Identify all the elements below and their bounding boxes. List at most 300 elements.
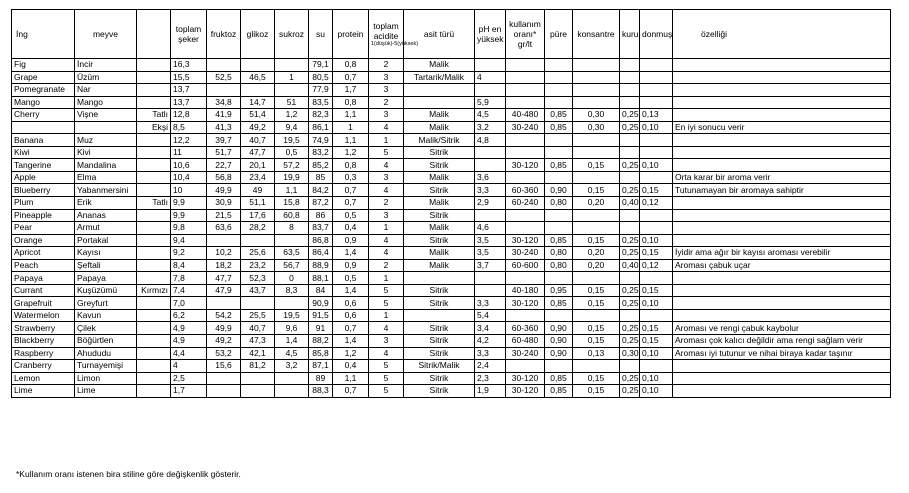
cell-pure: 0,85 [545,121,573,134]
cell-asit: Sitrik [404,297,475,310]
cell-konsantre [573,71,620,84]
cell-toplam: 9,4 [171,234,207,247]
cell-ph [475,209,506,222]
cell-pure: 0,80 [545,259,573,272]
cell-kuru: 0,25 [620,335,640,348]
cell-acidite: 3 [369,71,404,84]
cell-konsantre: 0,15 [573,385,620,398]
cell-ing: Pomegranate [12,84,75,97]
cell-protein: 1,4 [333,335,369,348]
cell-ing: Pineapple [12,209,75,222]
cell-su: 88,9 [309,259,333,272]
cell-glikoz: 51,1 [241,197,275,210]
cell-sukroz: 56,7 [275,259,309,272]
cell-konsantre: 0,15 [573,335,620,348]
cell-toplam: 4 [171,360,207,373]
cell-donmus [640,71,673,84]
cell-meyve: Erik [75,197,137,210]
cell-acidite: 5 [369,385,404,398]
cell-glikoz [241,59,275,72]
cell-su: 90,9 [309,297,333,310]
cell-protein: 0,7 [333,184,369,197]
cell-donmus [640,59,673,72]
cell-su: 88,1 [309,272,333,285]
table-row [12,184,891,197]
header-protein: protein [333,10,369,59]
cell-konsantre [573,272,620,285]
cell-meyve: Vişne [75,109,137,122]
cell-ph: 4,2 [475,335,506,348]
cell-pure: 0,80 [545,197,573,210]
cell-meyve: Nar [75,84,137,97]
header-su: su [309,10,333,59]
cell-toplam: 6,2 [171,309,207,322]
cell-asit: Malik/Sitrik [404,134,475,147]
cell-glikoz: 40,7 [241,134,275,147]
cell-variety [137,322,171,335]
cell-sukroz: 8,3 [275,284,309,297]
cell-donmus [640,360,673,373]
header-kuru: kuru [620,10,640,59]
cell-meyve: Elma [75,171,137,184]
cell-acidite: 5 [369,297,404,310]
cell-sukroz: 19,9 [275,171,309,184]
cell-ozellik: En iyi sonucu verir [673,121,891,134]
cell-kullanim: 40-180 [506,284,545,297]
cell-fruktoz: 49,9 [207,184,241,197]
cell-kullanim [506,134,545,147]
cell-konsantre: 0,15 [573,284,620,297]
cell-toplam: 2,5 [171,372,207,385]
cell-kullanim [506,96,545,109]
cell-kuru [620,96,640,109]
cell-pure [545,146,573,159]
cell-kullanim: 60-360 [506,184,545,197]
cell-sukroz: 9,6 [275,322,309,335]
cell-konsantre: 0,13 [573,347,620,360]
cell-variety: Tatlı [137,197,171,210]
cell-glikoz: 49 [241,184,275,197]
cell-glikoz: 28,2 [241,222,275,235]
cell-ph: 3,4 [475,322,506,335]
cell-su: 83,5 [309,96,333,109]
cell-pure [545,222,573,235]
cell-kuru: 0,40 [620,259,640,272]
cell-ing: Mango [12,96,75,109]
cell-sukroz: 19,5 [275,134,309,147]
header-variety [137,10,171,59]
cell-asit [404,96,475,109]
cell-ozellik [673,234,891,247]
cell-konsantre: 0,30 [573,109,620,122]
cell-toplam: 13,7 [171,96,207,109]
cell-ph [475,146,506,159]
cell-ozellik: Aroması iyi tutunur ve nihai biraya kadar taşınır [673,347,891,360]
cell-konsantre: 0,15 [573,159,620,172]
cell-ph: 3,5 [475,247,506,260]
header-toplam-acidite-scale: 1(düşük)-5(yüksek) [371,40,419,47]
cell-asit: Sitrik [404,284,475,297]
cell-protein: 0,3 [333,171,369,184]
cell-toplam: 11 [171,146,207,159]
cell-asit [404,309,475,322]
cell-ing: Cherry [12,109,75,122]
cell-pure: 0,95 [545,284,573,297]
cell-protein: 0,8 [333,159,369,172]
table-row [12,209,891,222]
cell-pure: 0,85 [545,234,573,247]
cell-sukroz [275,385,309,398]
cell-fruktoz: 54,2 [207,309,241,322]
table-row [12,159,891,172]
cell-protein: 1,2 [333,347,369,360]
cell-fruktoz [207,234,241,247]
cell-sukroz: 51 [275,96,309,109]
cell-asit [404,84,475,97]
cell-asit: Sitrik [404,335,475,348]
cell-asit: Sitrik [404,347,475,360]
cell-ph: 4,8 [475,134,506,147]
cell-acidite: 3 [369,84,404,97]
cell-asit: Sitrik [404,385,475,398]
cell-toplam: 12,2 [171,134,207,147]
header-glikoz: glikoz [241,10,275,59]
cell-glikoz [241,84,275,97]
cell-ozellik [673,96,891,109]
cell-fruktoz [207,84,241,97]
cell-ph [475,84,506,97]
cell-acidite: 4 [369,184,404,197]
cell-ing [12,121,75,134]
cell-ph: 4 [475,71,506,84]
header-sukroz: sukroz [275,10,309,59]
cell-variety [137,372,171,385]
cell-kuru: 0,25 [620,109,640,122]
cell-fruktoz: 41,3 [207,121,241,134]
cell-sukroz: 1,4 [275,335,309,348]
cell-meyve: Mango [75,96,137,109]
cell-konsantre: 0,15 [573,234,620,247]
cell-kuru: 0,25 [620,322,640,335]
cell-ph: 5,9 [475,96,506,109]
cell-su: 88,3 [309,385,333,398]
cell-kullanim: 60-480 [506,335,545,348]
cell-ing: Orange [12,234,75,247]
cell-ing: Kiwi [12,146,75,159]
cell-kullanim: 40-480 [506,109,545,122]
cell-ph: 3,5 [475,234,506,247]
cell-su: 77,9 [309,84,333,97]
cell-donmus: 0,13 [640,109,673,122]
table-row [12,59,891,72]
cell-ph: 2,4 [475,360,506,373]
cell-fruktoz: 10,2 [207,247,241,260]
cell-variety [137,209,171,222]
cell-protein: 0,5 [333,272,369,285]
cell-kuru [620,360,640,373]
cell-pure: 0,90 [545,335,573,348]
cell-glikoz: 43,7 [241,284,275,297]
cell-protein: 0,5 [333,209,369,222]
cell-fruktoz [207,385,241,398]
cell-variety [137,385,171,398]
cell-acidite: 4 [369,247,404,260]
cell-ozellik [673,109,891,122]
cell-acidite: 1 [369,309,404,322]
cell-kuru: 0,25 [620,247,640,260]
header-toplam-acidite [369,10,419,59]
cell-acidite: 4 [369,234,404,247]
cell-donmus: 0,10 [640,234,673,247]
cell-donmus: 0,15 [640,335,673,348]
cell-variety [137,259,171,272]
cell-kullanim: 30-120 [506,159,545,172]
cell-fruktoz: 53,2 [207,347,241,360]
cell-ing: Papaya [12,272,75,285]
cell-toplam: 9,9 [171,197,207,210]
cell-glikoz: 17,6 [241,209,275,222]
cell-glikoz: 49,2 [241,121,275,134]
cell-meyve: Kavun [75,309,137,322]
cell-kuru [620,222,640,235]
cell-variety [137,184,171,197]
cell-asit: Sitrik/Malik [404,360,475,373]
cell-glikoz: 20,1 [241,159,275,172]
table-row [12,109,891,122]
cell-pure [545,84,573,97]
cell-protein: 1,1 [333,372,369,385]
cell-kullanim: 60-600 [506,259,545,272]
cell-sukroz: 0 [275,272,309,285]
cell-variety [137,134,171,147]
cell-konsantre [573,209,620,222]
cell-ph [475,159,506,172]
cell-glikoz [241,234,275,247]
cell-su: 86 [309,209,333,222]
cell-glikoz [241,372,275,385]
cell-pure [545,96,573,109]
cell-donmus [640,171,673,184]
cell-variety: Ekşi [137,121,171,134]
cell-ozellik [673,309,891,322]
cell-ing: Banana [12,134,75,147]
cell-protein: 1,4 [333,284,369,297]
cell-ph: 5,4 [475,309,506,322]
cell-glikoz: 25,6 [241,247,275,260]
cell-glikoz [241,385,275,398]
cell-kuru: 0,25 [620,297,640,310]
cell-su: 74,9 [309,134,333,147]
table-row [12,297,891,310]
cell-fruktoz: 18,2 [207,259,241,272]
cell-protein: 0,8 [333,96,369,109]
cell-konsantre: 0,15 [573,372,620,385]
cell-ph: 3,3 [475,297,506,310]
cell-konsantre [573,222,620,235]
cell-toplam: 9,8 [171,222,207,235]
cell-su: 83,7 [309,222,333,235]
cell-sukroz: 19,5 [275,309,309,322]
cell-kullanim [506,59,545,72]
cell-asit: Tartarik/Malik [404,71,475,84]
cell-meyve: İncir [75,59,137,72]
cell-protein: 0,7 [333,71,369,84]
cell-kullanim: 60-360 [506,322,545,335]
cell-acidite: 1 [369,272,404,285]
cell-ph: 3,7 [475,259,506,272]
cell-ozellik [673,209,891,222]
cell-variety [137,272,171,285]
cell-variety [137,297,171,310]
cell-acidite: 1 [369,222,404,235]
cell-donmus [640,272,673,285]
cell-su: 84,2 [309,184,333,197]
cell-fruktoz: 52,5 [207,71,241,84]
table-row [12,134,891,147]
header-kullanim: kullanım oranı* gr/lt [506,10,545,59]
header-konsantre: konsantre [573,10,620,59]
cell-konsantre [573,360,620,373]
cell-su: 85,8 [309,347,333,360]
cell-asit: Sitrik [404,322,475,335]
cell-ing: Lemon [12,372,75,385]
cell-kuru [620,171,640,184]
cell-acidite: 3 [369,109,404,122]
cell-glikoz: 14,7 [241,96,275,109]
cell-fruktoz: 22,7 [207,159,241,172]
cell-fruktoz [207,372,241,385]
cell-protein: 0,8 [333,59,369,72]
cell-asit: Sitrik [404,209,475,222]
cell-kullanim [506,360,545,373]
cell-fruktoz: 47,9 [207,284,241,297]
header-pure: püre [545,10,573,59]
cell-kuru: 0,25 [620,121,640,134]
cell-asit: Sitrik [404,234,475,247]
cell-su: 84 [309,284,333,297]
cell-kuru [620,59,640,72]
cell-toplam: 7,4 [171,284,207,297]
cell-meyve: Muz [75,134,137,147]
cell-fruktoz [207,59,241,72]
cell-kullanim [506,222,545,235]
cell-su: 85 [309,171,333,184]
cell-su: 91 [309,322,333,335]
cell-kullanim: 60-240 [506,197,545,210]
cell-sukroz: 15,8 [275,197,309,210]
cell-kuru: 0,25 [620,284,640,297]
cell-donmus [640,222,673,235]
cell-donmus [640,146,673,159]
cell-asit: Malik [404,109,475,122]
cell-ozellik [673,71,891,84]
cell-toplam: 1,7 [171,385,207,398]
cell-ing: Fig [12,59,75,72]
cell-su: 86,1 [309,121,333,134]
cell-sukroz [275,59,309,72]
table-row [12,309,891,322]
table-row [12,146,891,159]
cell-kuru [620,309,640,322]
cell-donmus [640,84,673,97]
cell-protein: 0,9 [333,259,369,272]
cell-konsantre [573,96,620,109]
cell-glikoz: 25,5 [241,309,275,322]
cell-ozellik [673,146,891,159]
header-asit-turu: asit türü [404,10,475,59]
cell-variety: Tatlı [137,109,171,122]
table-row [12,71,891,84]
cell-kullanim [506,84,545,97]
cell-ing: Cranberry [12,360,75,373]
cell-toplam: 4,9 [171,322,207,335]
table-row [12,335,891,348]
cell-acidite: 3 [369,209,404,222]
cell-acidite: 4 [369,159,404,172]
cell-ph: 3,3 [475,347,506,360]
header-toplam-seker: toplam şeker [171,10,207,59]
cell-ph: 3,3 [475,184,506,197]
cell-asit: Malik [404,247,475,260]
cell-fruktoz: 51,7 [207,146,241,159]
cell-ph: 3,2 [475,121,506,134]
cell-pure: 0,85 [545,109,573,122]
cell-asit: Sitrik [404,184,475,197]
cell-donmus: 0,12 [640,259,673,272]
cell-meyve: Turnayemişi [75,360,137,373]
cell-protein: 0,7 [333,322,369,335]
cell-sukroz: 0,5 [275,146,309,159]
cell-toplam: 4,9 [171,335,207,348]
cell-kuru: 0,25 [620,385,640,398]
cell-ing: Pear [12,222,75,235]
cell-meyve: Limon [75,372,137,385]
cell-su: 89 [309,372,333,385]
cell-fruktoz: 63,6 [207,222,241,235]
cell-ing: Apple [12,171,75,184]
cell-kuru [620,134,640,147]
cell-ing: Grapefruit [12,297,75,310]
cell-glikoz: 47,7 [241,146,275,159]
cell-ozellik: Aroması ve rengi çabuk kaybolur [673,322,891,335]
cell-protein: 1,7 [333,84,369,97]
cell-kullanim [506,171,545,184]
cell-meyve: Greyfurt [75,297,137,310]
cell-konsantre [573,134,620,147]
cell-ozellik [673,222,891,235]
cell-ozellik [673,284,891,297]
cell-ing: Apricot [12,247,75,260]
cell-pure: 0,85 [545,372,573,385]
cell-variety: Kırmızı [137,284,171,297]
cell-ozellik: Aroması çok kalıcı değildir ama rengi sağlam verir [673,335,891,348]
cell-variety [137,360,171,373]
cell-ozellik: Tutunamayan bir aromaya sahiptir [673,184,891,197]
cell-protein: 1,4 [333,247,369,260]
cell-donmus: 0,10 [640,372,673,385]
cell-acidite: 5 [369,372,404,385]
cell-protein: 0,6 [333,309,369,322]
cell-konsantre: 0,20 [573,197,620,210]
cell-variety [137,171,171,184]
table-row [12,84,891,97]
cell-protein: 0,9 [333,234,369,247]
cell-ph [475,272,506,285]
cell-ing: Peach [12,259,75,272]
cell-asit: Malik [404,197,475,210]
cell-fruktoz: 21,5 [207,209,241,222]
cell-donmus: 0,10 [640,347,673,360]
